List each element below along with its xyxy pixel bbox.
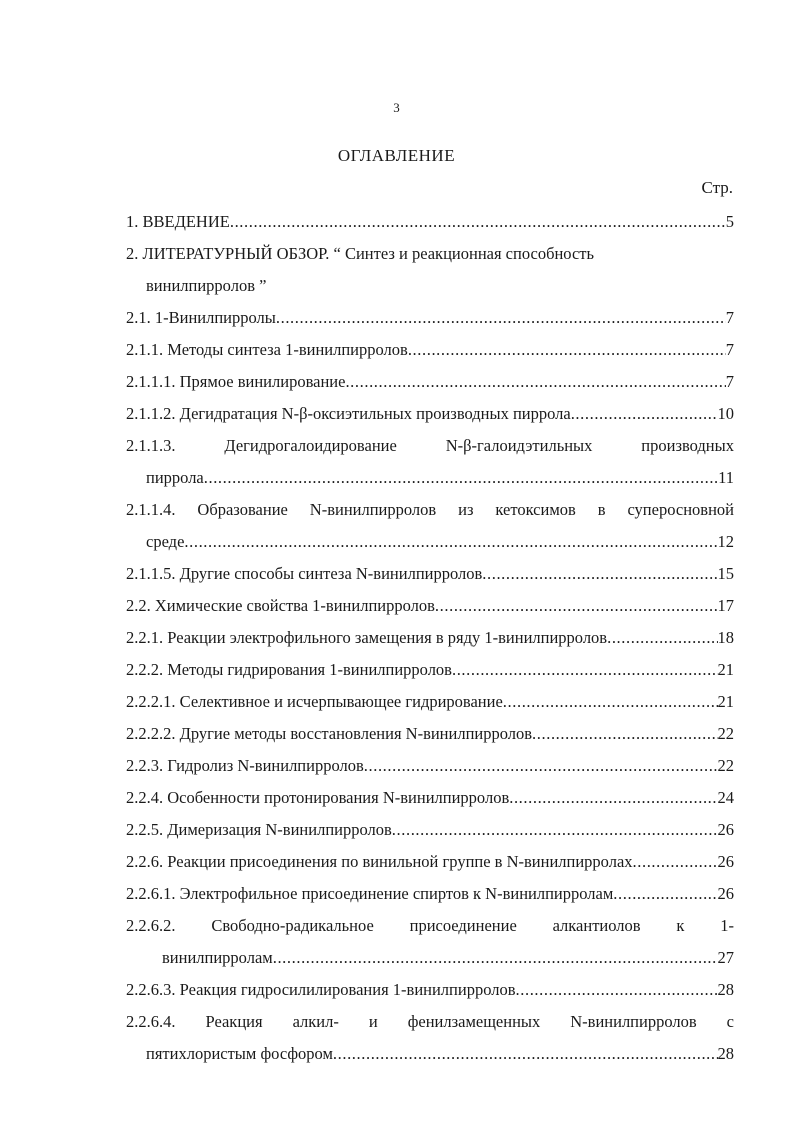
toc-entry-label: 2.1.1.2. Дегидратация N-β-оксиэтильных производных пиррола	[126, 404, 571, 423]
toc-word: с	[726, 1012, 734, 1031]
toc-entry-page: 21	[717, 692, 734, 711]
page-number: 3	[393, 100, 400, 115]
toc-word: в	[597, 500, 606, 519]
toc-word: кетоксимов	[495, 500, 576, 519]
toc-entry	[126, 238, 734, 270]
toc-leader-dots	[204, 468, 718, 488]
toc-entry	[126, 366, 734, 398]
toc-leader-dots	[184, 532, 717, 552]
toc-word: производных	[641, 436, 734, 455]
toc-leader-dots	[333, 1044, 718, 1064]
toc-entry-page: 7	[725, 308, 734, 327]
toc-entry	[126, 590, 734, 622]
toc-entry-label: 2.2.1. Реакции электрофильного замещения в ряду 1-винилпирролов	[126, 628, 608, 647]
toc-entry-label: 2.1.1. Методы синтеза 1-винилпирролов	[126, 340, 408, 359]
toc-word: и	[368, 1012, 378, 1031]
toc-word: суперосновной	[627, 500, 734, 519]
toc-leader-dots	[273, 948, 718, 968]
toc-entry-label: 2.2.3. Гидролиз N-винилпирролов	[126, 756, 364, 775]
toc-entry-continuation	[126, 270, 734, 302]
toc-entry	[126, 654, 734, 686]
toc-entry-continuation	[126, 1038, 734, 1070]
toc-entry-page: 28	[717, 980, 734, 999]
toc-entry	[126, 718, 734, 750]
toc-entry-continuation	[126, 462, 734, 494]
toc-word: алкантиолов	[552, 916, 641, 935]
toc-entry-page: 21	[717, 660, 734, 679]
toc-leader-dots	[613, 884, 717, 904]
toc-word: 2.1.1.4.	[126, 500, 176, 519]
toc-entry	[126, 1006, 734, 1038]
toc-entry	[126, 974, 734, 1006]
toc-entry-label: 2.2.6. Реакции присоединения по винильной группе в N-винилпирролах	[126, 852, 633, 871]
toc-word: 2.2.6.4.	[126, 1012, 176, 1031]
toc-entry-label: 2.2.4. Особенности протонирования N-винилпирролов	[126, 788, 510, 807]
toc-entry-label: 2.1.1.5. Другие способы синтеза N-винилпирролов	[126, 564, 483, 583]
toc-word: к	[676, 916, 685, 935]
toc-leader-dots	[509, 788, 717, 808]
toc-entry	[126, 910, 734, 942]
toc-entry-label: 2.2.2.1. Селективное и исчерпывающее гидрирование	[126, 692, 503, 711]
toc-entry	[126, 878, 734, 910]
toc-entry-continuation	[126, 942, 734, 974]
toc-entry	[126, 622, 734, 654]
toc-entry-page: 11	[718, 468, 734, 487]
toc-entry-page: 7	[725, 340, 734, 359]
toc-leader-dots	[607, 628, 717, 648]
page-column-label: Стр.	[701, 178, 733, 197]
toc-entry-label: 2.2.6.1. Электрофильное присоединение спиртов к N-винилпирролам	[126, 884, 614, 903]
toc-entry	[126, 302, 734, 334]
toc-word: N-β-галоидэтильных	[445, 436, 593, 455]
toc-word: присоединение	[409, 916, 517, 935]
toc-entry	[126, 494, 734, 526]
toc-leader-dots	[571, 404, 718, 424]
toc-entry	[126, 558, 734, 590]
toc-entry-page: 5	[725, 212, 734, 231]
toc-entry-label: винилпирролов ”	[146, 276, 267, 295]
toc-entry-page: 18	[717, 628, 734, 647]
toc-entry	[126, 750, 734, 782]
toc-leader-dots	[516, 980, 718, 1000]
toc-leader-dots	[532, 724, 717, 744]
toc-word: 2.1.1.3.	[126, 436, 176, 455]
toc-entry-page: 10	[717, 404, 734, 423]
toc-entry-label: 2.2. Химические свойства 1-винилпирролов	[126, 596, 435, 615]
toc-entry-label: пятихлористым фосфором	[146, 1044, 333, 1063]
toc-word: Свободно-радикальное	[211, 916, 374, 935]
toc-entry-label: 2.1. 1-Винилпирролы	[126, 308, 276, 327]
toc-entry	[126, 814, 734, 846]
toc-entry-page: 7	[725, 372, 734, 391]
toc-leader-dots	[503, 692, 718, 712]
toc-word: фенилзамещенных	[407, 1012, 541, 1031]
toc-entry-page: 26	[717, 852, 734, 871]
toc-word: N-винилпирролов	[570, 1012, 697, 1031]
toc-entry-label: 2.2.2.2. Другие методы восстановления N-винилпирролов	[126, 724, 533, 743]
toc-word: Дегидрогалоидирование	[224, 436, 397, 455]
page-title: ОГЛАВЛЕНИЕ	[337, 146, 456, 165]
toc-leader-dots	[392, 820, 718, 840]
toc-word: N-винилпирролов	[309, 500, 437, 519]
toc-entry-label: 2.2.6.3. Реакция гидросилилирования 1-винилпирролов	[126, 980, 516, 999]
toc-word: Образование	[197, 500, 288, 519]
toc-word: алкил-	[292, 1012, 339, 1031]
toc-word: Реакция	[205, 1012, 263, 1031]
toc-entry-label: 2.2.5. Димеризация N-винилпирролов	[126, 820, 392, 839]
toc-entry-label: 2.2.2. Методы гидрирования 1-винилпирролов	[126, 660, 452, 679]
toc-entry	[126, 398, 734, 430]
toc-leader-dots	[364, 756, 718, 776]
toc-leader-dots	[276, 308, 726, 328]
toc-entry-label: пиррола	[146, 468, 204, 487]
toc-word: 1-	[720, 916, 734, 935]
toc-leader-dots	[345, 372, 725, 392]
toc-entry-label: 1. ВВЕДЕНИЕ	[126, 212, 230, 231]
toc-entry	[126, 782, 734, 814]
toc-entry-page: 28	[717, 1044, 734, 1063]
toc-entry-label: 2. ЛИТЕРАТУРНЫЙ ОБЗОР. “ Синтез и реакционная способность	[126, 244, 595, 263]
table-of-contents	[126, 206, 734, 1070]
toc-entry	[126, 430, 734, 462]
toc-entry-page: 22	[717, 724, 734, 743]
toc-entry	[126, 334, 734, 366]
toc-entry-continuation	[126, 526, 734, 558]
toc-leader-dots	[408, 340, 726, 360]
toc-entry-page: 17	[717, 596, 734, 615]
toc-entry	[126, 846, 734, 878]
toc-entry-page: 27	[717, 948, 734, 967]
toc-leader-dots	[452, 660, 718, 680]
toc-word: из	[458, 500, 474, 519]
toc-leader-dots	[482, 564, 717, 584]
toc-entry	[126, 686, 734, 718]
toc-entry-page: 22	[717, 756, 734, 775]
toc-entry-page: 24	[717, 788, 734, 807]
toc-leader-dots	[230, 212, 726, 232]
toc-word: 2.2.6.2.	[126, 916, 176, 935]
toc-entry-label: среде	[146, 532, 185, 551]
toc-entry	[126, 206, 734, 238]
toc-entry-page: 15	[717, 564, 734, 583]
toc-entry-page: 26	[717, 884, 734, 903]
toc-leader-dots	[633, 852, 718, 872]
toc-entry-label: винилпирролам	[162, 948, 273, 967]
toc-leader-dots	[435, 596, 718, 616]
toc-entry-page: 26	[717, 820, 734, 839]
toc-entry-label: 2.1.1.1. Прямое винилирование	[126, 372, 346, 391]
toc-entry-page: 12	[717, 532, 734, 551]
